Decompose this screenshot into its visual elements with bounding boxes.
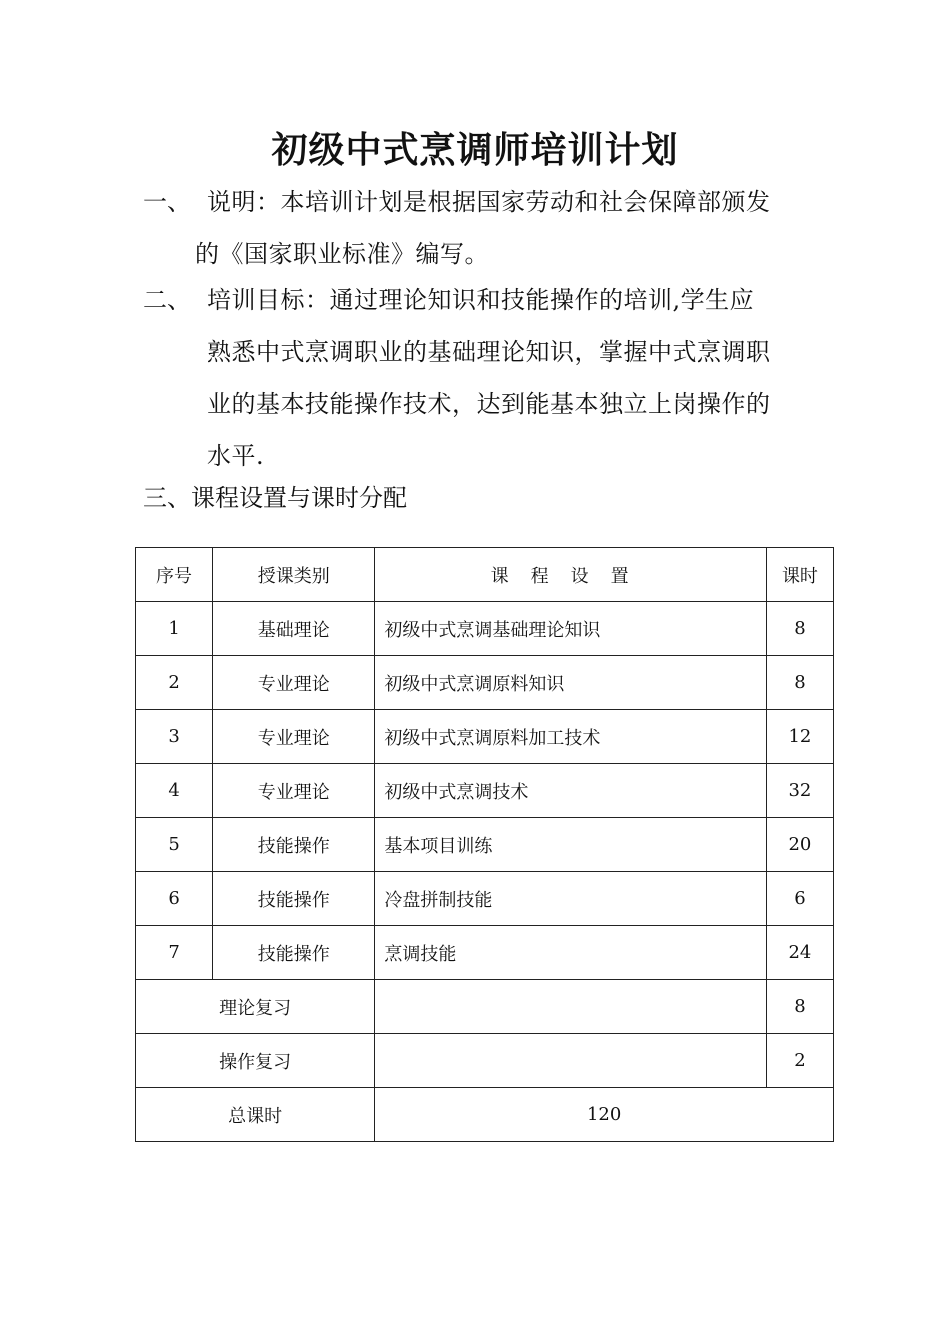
cell-hours: 20 [766, 818, 833, 872]
section-training-goal [143, 274, 823, 482]
table-row [136, 710, 834, 764]
total-label: 总课时 [136, 1088, 375, 1142]
cell-seq: 6 [136, 872, 213, 926]
cell-hours: 12 [766, 710, 833, 764]
section-text-line: 的《国家职业标准》编写。 [195, 240, 489, 268]
table-header-row [136, 548, 834, 602]
table-row [136, 818, 834, 872]
section-explanation [143, 176, 823, 280]
cell-course: 初级中式烹调原料加工技术 [375, 710, 767, 764]
cell-seq: 3 [136, 710, 213, 764]
cell-type: 专业理论 [213, 710, 375, 764]
cell-course: 烹调技能 [375, 926, 767, 980]
cell-course: 初级中式烹调技术 [375, 764, 767, 818]
cell-hours: 24 [766, 926, 833, 980]
table-row [136, 764, 834, 818]
cell-seq: 7 [136, 926, 213, 980]
section-text-line: 业的基本技能操作技术，达到能基本独立上岗操作的 [207, 390, 771, 418]
cell-course: 冷盘拼制技能 [375, 872, 767, 926]
section-text-line: 培训目标：通过理论知识和技能操作的培训,学生应 [207, 286, 755, 314]
section-number: 二、 [143, 286, 191, 314]
header-course: 课程设置 [375, 548, 767, 602]
cell-type: 专业理论 [213, 656, 375, 710]
review-practice-row [136, 1034, 834, 1088]
cell-course: 初级中式烹调基础理论知识 [375, 602, 767, 656]
section-text-line: 水平. [207, 442, 265, 470]
cell-type: 技能操作 [213, 818, 375, 872]
table-row [136, 872, 834, 926]
review-theory-course [375, 980, 767, 1034]
header-seq: 序号 [136, 548, 213, 602]
cell-seq: 1 [136, 602, 213, 656]
header-type: 授课类别 [213, 548, 375, 602]
course-table [135, 547, 834, 1142]
review-theory-hours: 8 [766, 980, 833, 1034]
cell-type: 专业理论 [213, 764, 375, 818]
table-row [136, 602, 834, 656]
total-row [136, 1088, 834, 1142]
section-heading: 三、课程设置与课时分配 [143, 484, 407, 512]
cell-hours: 6 [766, 872, 833, 926]
section-number: 一、 [143, 188, 191, 216]
cell-hours: 32 [766, 764, 833, 818]
cell-type: 技能操作 [213, 872, 375, 926]
cell-hours: 8 [766, 602, 833, 656]
table-row [136, 926, 834, 980]
page-title: 初级中式烹调师培训计划 [271, 129, 679, 171]
total-value: 120 [375, 1088, 834, 1142]
review-theory-label: 理论复习 [136, 980, 375, 1034]
cell-course: 初级中式烹调原料知识 [375, 656, 767, 710]
header-hours: 课时 [766, 548, 833, 602]
section-text-line: 熟悉中式烹调职业的基础理论知识，掌握中式烹调职 [207, 338, 771, 366]
cell-course: 基本项目训练 [375, 818, 767, 872]
table-row [136, 656, 834, 710]
section-course-heading [143, 472, 823, 524]
section-text-line: 说明：本培训计划是根据国家劳动和社会保障部颁发 [207, 188, 771, 216]
cell-type: 基础理论 [213, 602, 375, 656]
cell-hours: 8 [766, 656, 833, 710]
cell-seq: 2 [136, 656, 213, 710]
cell-type: 技能操作 [213, 926, 375, 980]
cell-seq: 5 [136, 818, 213, 872]
review-practice-label: 操作复习 [136, 1034, 375, 1088]
cell-seq: 4 [136, 764, 213, 818]
review-theory-row [136, 980, 834, 1034]
review-practice-course [375, 1034, 767, 1088]
review-practice-hours: 2 [766, 1034, 833, 1088]
